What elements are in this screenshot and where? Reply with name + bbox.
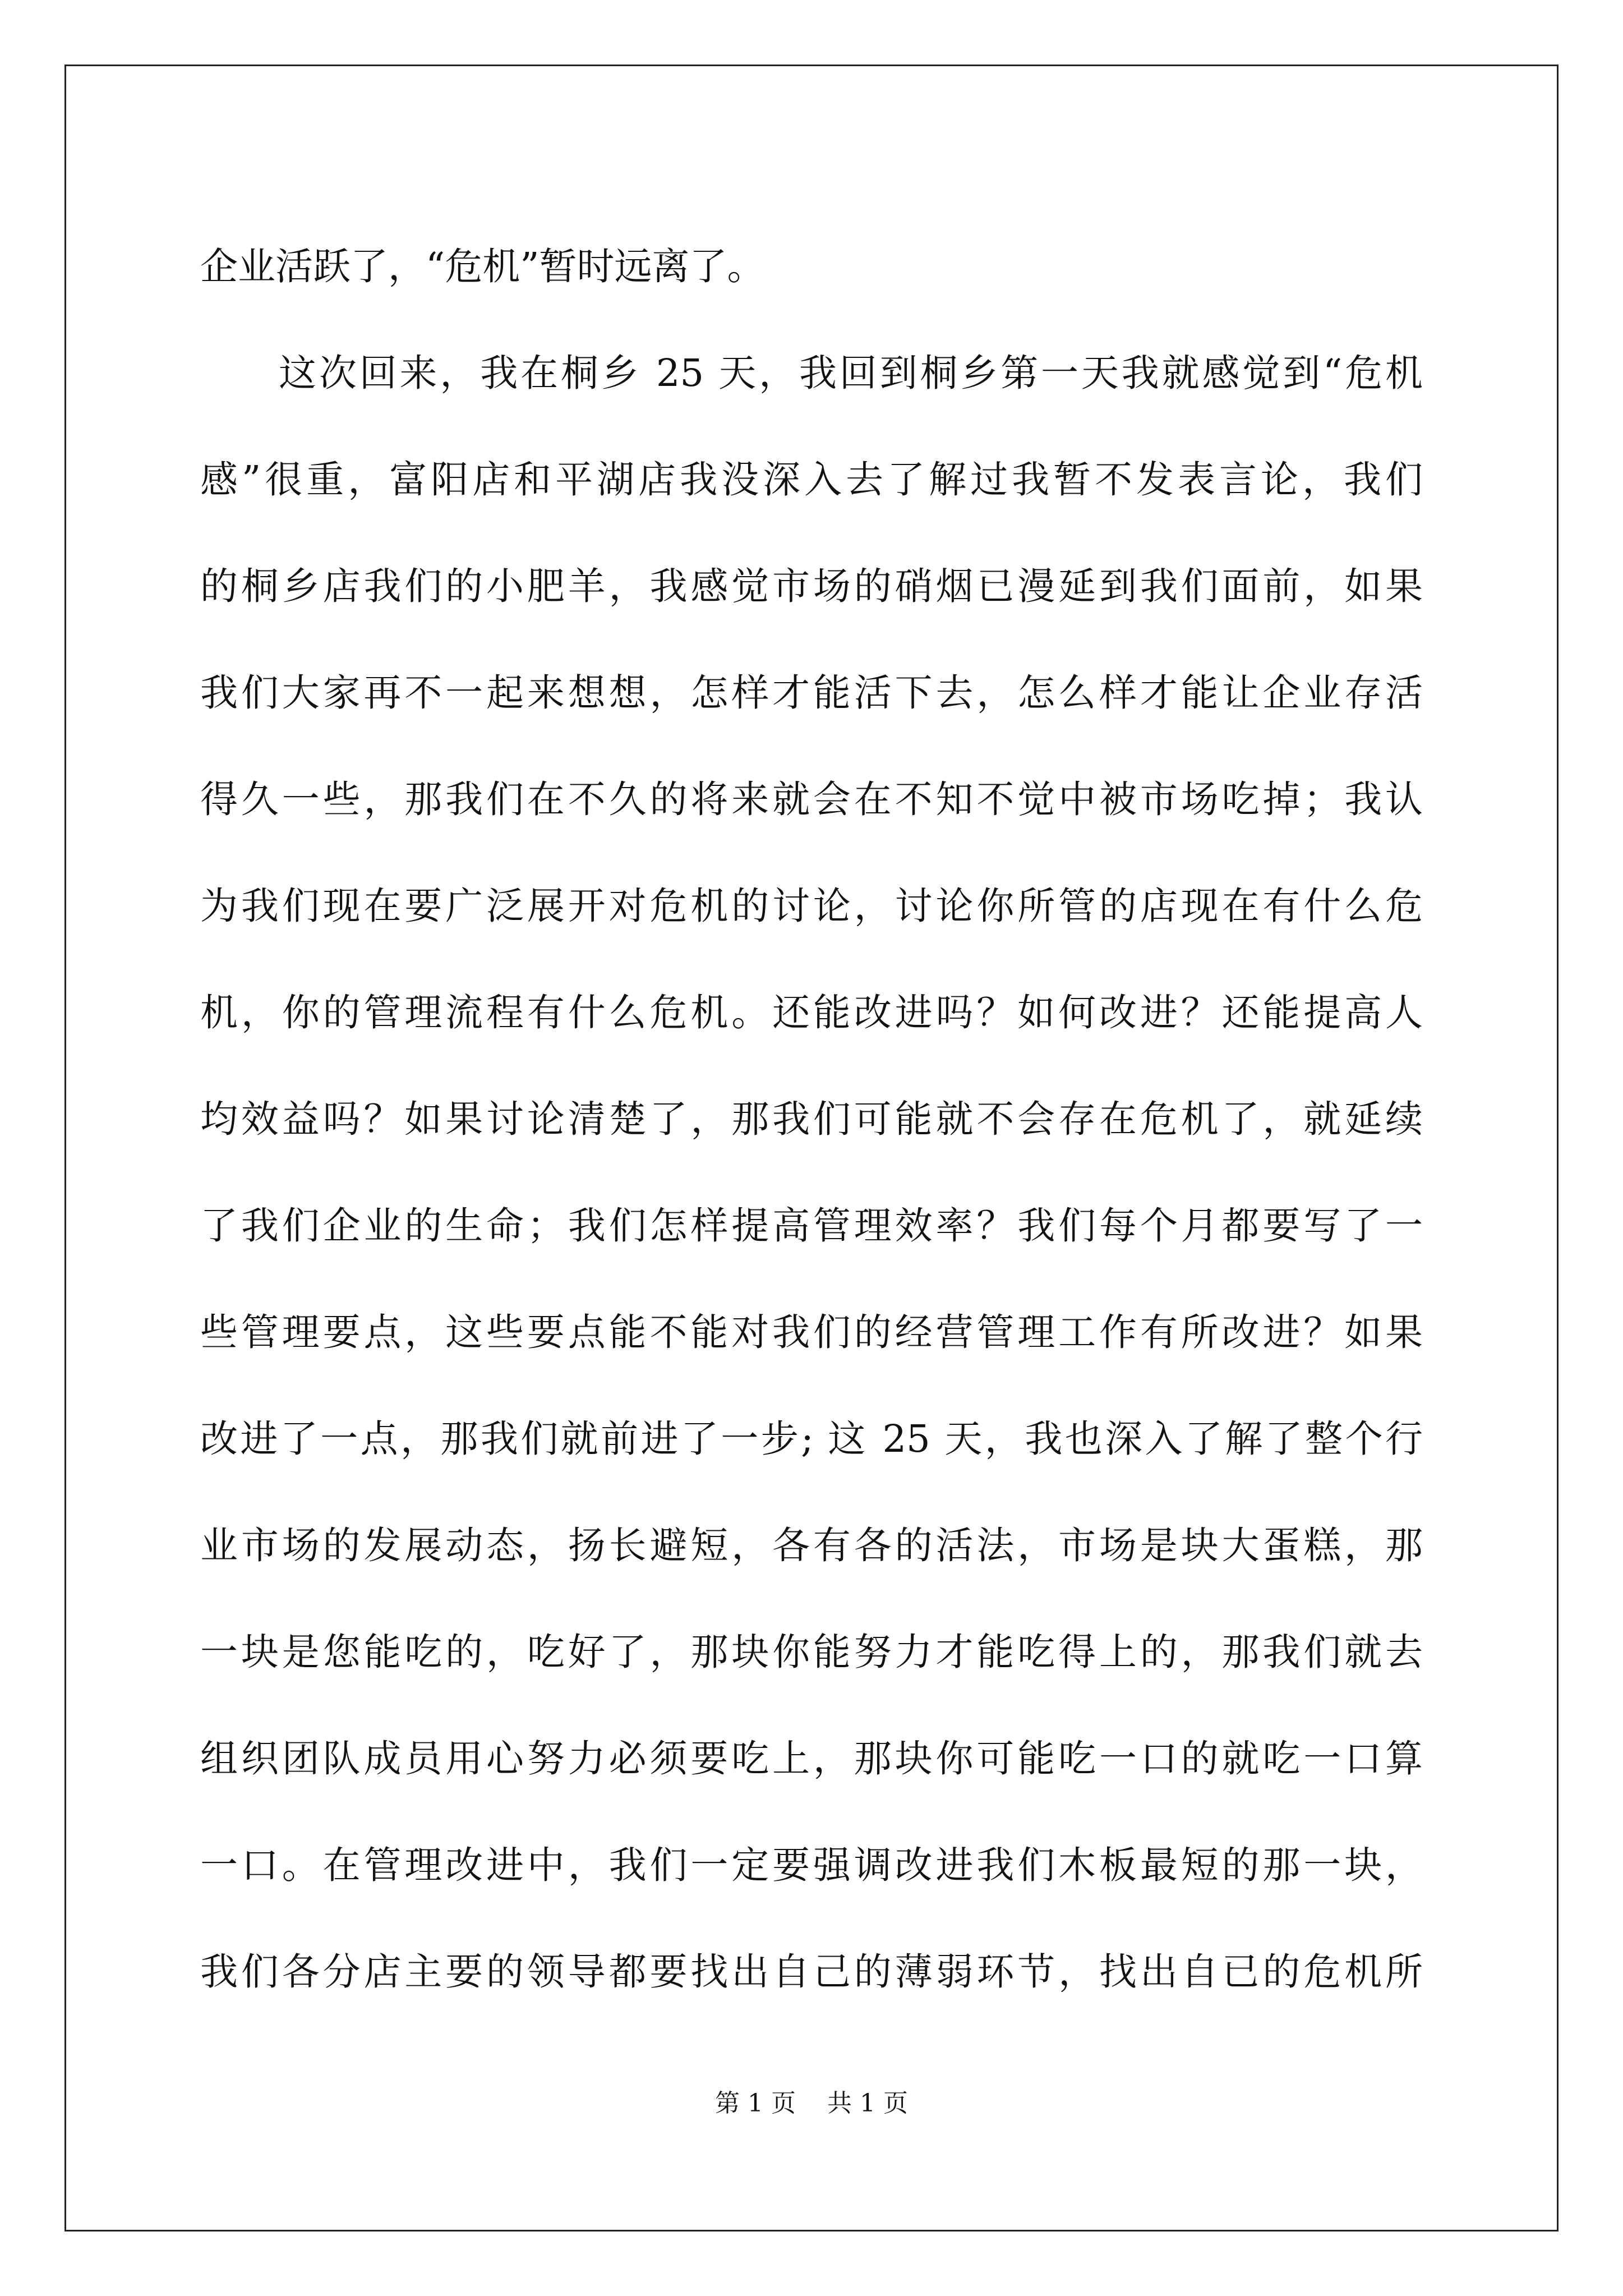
text-line: 一块是您能吃的，吃好了，那块你能努力才能吃得上的，那我们就去 — [200, 1630, 1423, 1674]
text-line: 为我们现在要广泛展开对危机的讨论，讨论你所管的店现在有什么危 — [200, 884, 1423, 928]
text-line: 得久一些，那我们在不久的将来就会在不知不觉中被市场吃掉；我认 — [200, 777, 1423, 821]
text-line: 我们大家再不一起来想想，怎样才能活下去，怎么样才能让企业存活 — [200, 671, 1423, 715]
text-line: 些管理要点，这些要点能不能对我们的经营管理工作有所改进？如果 — [200, 1310, 1423, 1354]
text-line: 了我们企业的生命；我们怎样提高管理效率？我们每个月都要写了一 — [200, 1204, 1423, 1248]
text-line: 这次回来，我在桐乡 25 天，我回到桐乡第一天我就感觉到“危机 — [279, 351, 1423, 395]
page-footer — [0, 2087, 1623, 2120]
text-line: 组织团队成员用心努力必须要吃上，那块你可能吃一口的就吃一口算 — [200, 1737, 1423, 1780]
text-line: 改进了一点，那我们就前进了一步; 这 25 天，我也深入了解了整个行 — [200, 1417, 1423, 1461]
page-number-total: 共 1 页 — [827, 2089, 908, 2118]
text-line: 的桐乡店我们的小肥羊，我感觉市场的硝烟已漫延到我们面前，如果 — [200, 564, 1423, 608]
text-line: 业市场的发展动态，扬长避短，各有各的活法，市场是块大蛋糕，那 — [200, 1524, 1423, 1567]
text-line: 一口。在管理改进中，我们一定要强调改进我们木板最短的那一块， — [200, 1843, 1423, 1887]
text-line: 感”很重，富阳店和平湖店我没深入去了解过我暂不发表言论，我们 — [200, 458, 1423, 501]
text-line: 机，你的管理流程有什么危机。还能改进吗？如何改进？还能提高人 — [200, 991, 1423, 1034]
text-line: 均效益吗？如果讨论清楚了，那我们可能就不会存在危机了，就延续 — [200, 1097, 1423, 1141]
text-line: 我们各分店主要的领导都要找出自己的薄弱环节，找出自已的危机所 — [200, 1950, 1423, 1994]
page-number-current: 第 1 页 — [715, 2089, 796, 2118]
document-body — [200, 213, 1423, 2025]
text-line: 企业活跃了，“危机”暂时远离了。 — [200, 245, 765, 288]
